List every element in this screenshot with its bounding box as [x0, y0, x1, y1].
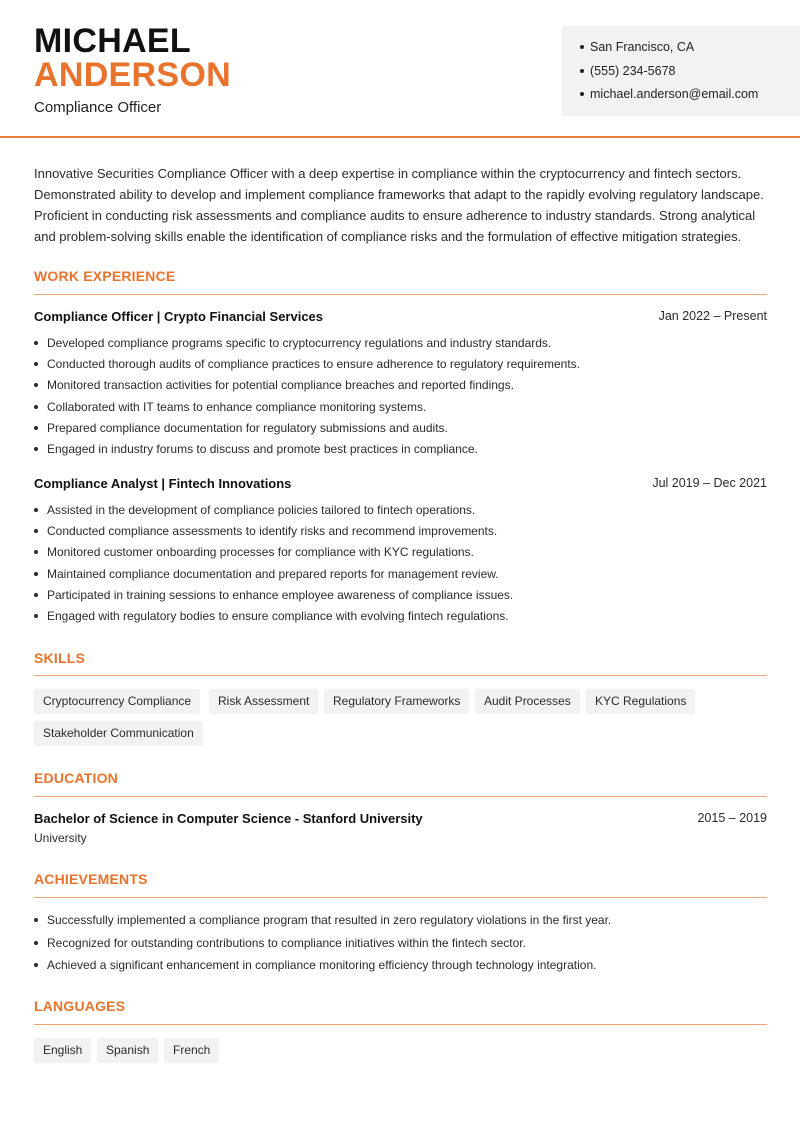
contact-list: [580, 38, 758, 109]
list-item: Assisted in the development of compliance policies tailored to fintech operations.: [34, 502, 767, 523]
section-title-skills: SKILLS: [34, 650, 85, 666]
contact-box: [562, 26, 800, 116]
contact-location: San Francisco, CA: [580, 38, 758, 62]
section-title-education: EDUCATION: [34, 770, 118, 786]
list-item: Engaged in industry forums to discuss and promote best practices in compliance.: [34, 441, 767, 462]
skill-chip: Audit Processes: [475, 689, 580, 714]
achievement-bullets: [34, 912, 767, 980]
list-item: Achieved a significant enhancement in compliance monitoring efficiency through technology integration.: [34, 957, 767, 980]
degree: Bachelor of Science in Computer Science - Stanford University: [34, 811, 423, 826]
bullet-icon: [34, 529, 38, 533]
skill-chip: Stakeholder Communication: [34, 721, 203, 746]
profile-summary: Innovative Securities Compliance Officer with a deep expertise in compliance within the cryptocurrency and fintech sectors. Demonstrated ability to develop and implement compliance frameworks that adapt to the rapidly evolving regulatory landscape. Proficient in conducting risk assessments and compliance audits to ensure adherence to industry standards. Strong analytical and problem-solving skills enable the identification of compliance risks and the formulation of effective mitigation strategies.: [34, 166, 764, 244]
first-name: MICHAEL: [34, 22, 191, 60]
job-bullets: [34, 335, 767, 462]
language-chip: Spanish: [97, 1038, 158, 1063]
bullet-icon: [580, 45, 584, 49]
bullet-icon: [34, 918, 38, 922]
bullet-icon: [34, 572, 38, 576]
education-dates: 2015 – 2019: [697, 811, 767, 825]
bullet-icon: [34, 963, 38, 967]
list-item: Maintained compliance documentation and prepared reports for management review.: [34, 566, 767, 587]
job-bullets: [34, 502, 767, 629]
skill-chip: Risk Assessment: [209, 689, 318, 714]
bullet-icon: [34, 550, 38, 554]
bullet-icon: [34, 447, 38, 451]
bullet-icon: [34, 405, 38, 409]
list-item: Developed compliance programs specific to cryptocurrency regulations and industry standards.: [34, 335, 767, 356]
list-item: Monitored transaction activities for potential compliance breaches and reported findings.: [34, 377, 767, 398]
list-item: Participated in training sessions to enhance employee awareness of compliance issues.: [34, 587, 767, 608]
language-chip: English: [34, 1038, 91, 1063]
list-item: Engaged with regulatory bodies to ensure compliance with evolving fintech regulations.: [34, 608, 767, 629]
bullet-icon: [34, 508, 38, 512]
section-divider: [34, 675, 767, 676]
bullet-icon: [34, 426, 38, 430]
section-divider: [34, 294, 767, 295]
job-role: Compliance Analyst | Fintech Innovations: [34, 476, 292, 491]
resume-header: [0, 0, 800, 138]
section-divider: [34, 897, 767, 898]
section-title-achievements: ACHIEVEMENTS: [34, 871, 148, 887]
bullet-icon: [34, 614, 38, 618]
job-header: [34, 309, 767, 327]
list-item: Successfully implemented a compliance program that resulted in zero regulatory violations in the first year.: [34, 912, 767, 935]
bullet-icon: [580, 92, 584, 96]
skill-chip: Cryptocurrency Compliance: [34, 689, 200, 714]
section-title-work-experience: WORK EXPERIENCE: [34, 268, 176, 284]
section-title-languages: LANGUAGES: [34, 998, 126, 1014]
section-divider: [34, 796, 767, 797]
last-name: ANDERSON: [34, 56, 231, 94]
contact-email: michael.anderson@email.com: [580, 85, 758, 109]
list-item: Prepared compliance documentation for regulatory submissions and audits.: [34, 420, 767, 441]
bullet-icon: [34, 362, 38, 366]
skill-chip: KYC Regulations: [586, 689, 695, 714]
job-header: [34, 476, 767, 494]
list-item: Collaborated with IT teams to enhance compliance monitoring systems.: [34, 399, 767, 420]
section-divider: [34, 1024, 767, 1025]
job-title: Compliance Officer: [34, 99, 162, 116]
list-item: Conducted thorough audits of compliance practices to ensure adherence to regulatory requirements.: [34, 356, 767, 377]
bullet-icon: [580, 69, 584, 73]
list-item: Conducted compliance assessments to identify risks and recommend improvements.: [34, 523, 767, 544]
language-chip: French: [164, 1038, 219, 1063]
job-dates: Jul 2019 – Dec 2021: [652, 476, 767, 490]
list-item: Recognized for outstanding contributions to compliance initiatives within the fintech sector.: [34, 935, 767, 958]
institution: University: [34, 831, 87, 845]
bullet-icon: [34, 941, 38, 945]
bullet-icon: [34, 341, 38, 345]
skill-chip: Regulatory Frameworks: [324, 689, 469, 714]
job-dates: Jan 2022 – Present: [658, 309, 767, 323]
list-item: Monitored customer onboarding processes for compliance with KYC regulations.: [34, 544, 767, 565]
bullet-icon: [34, 593, 38, 597]
contact-phone: (555) 234-5678: [580, 62, 758, 86]
bullet-icon: [34, 383, 38, 387]
job-role: Compliance Officer | Crypto Financial Services: [34, 309, 324, 324]
